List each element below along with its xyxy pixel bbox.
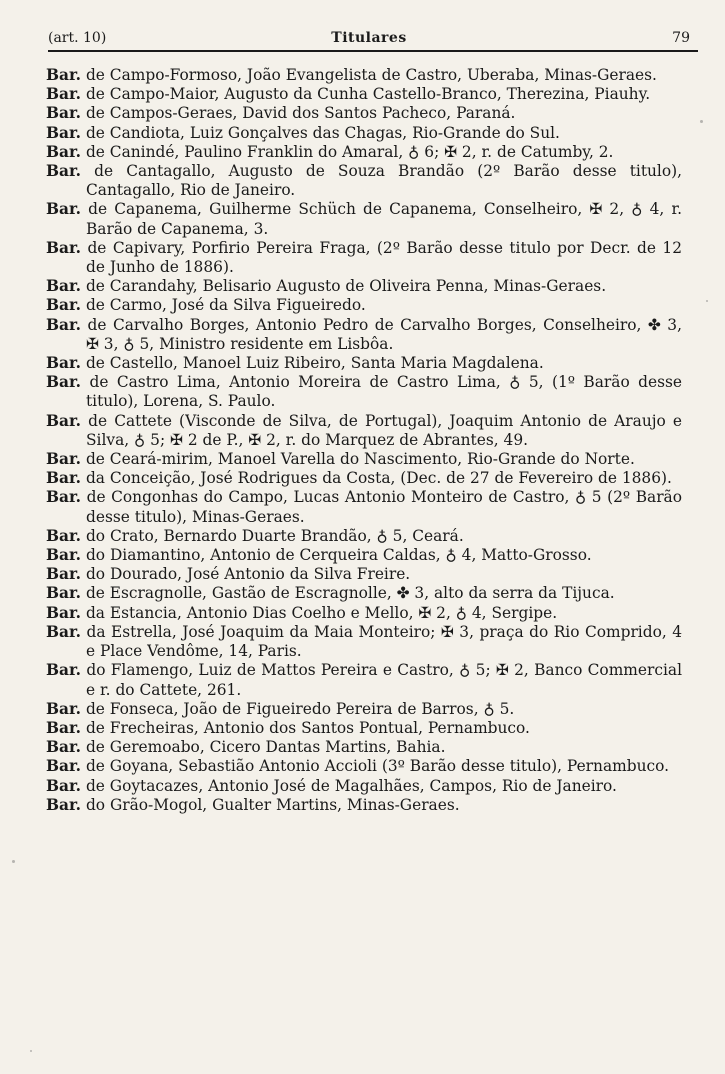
print-speck — [706, 300, 708, 302]
entry-text: de Canindé, Paulino Franklin do Amaral, ♁ 6; ✠ 2, r. de Catumby, 2. — [81, 142, 614, 161]
header-rule — [48, 50, 698, 52]
entry-text: do Crato, Bernardo Duarte Brandão, ♁ 5, Ceará. — [81, 526, 464, 545]
entry-text: de Escragnolle, Gastão de Escragnolle, ✤ 3, alto da serra da Tijuca. — [81, 584, 615, 603]
entry-text: do Dourado, José Antonio da Silva Freire. — [81, 565, 411, 584]
entry-title: Bar. — [46, 85, 82, 104]
entry-title: Bar. — [46, 296, 82, 315]
entry-text: de Capanema, Guilherme Schüch de Capanema, Conselheiro, ✠ 2, ♁ 4, r. Barão de Capanema, 3. — [81, 200, 682, 238]
entry-title: Bar. — [46, 200, 82, 219]
list-item — [46, 124, 682, 143]
page-title: Titulares — [331, 30, 407, 46]
entry-text: de Cantagallo, Augusto de Souza Brandão (2º Barão desse titulo), Cantagallo, Rio de Janeiro. — [81, 162, 682, 200]
entry-text: de Goyana, Sebastião Antonio Accioli (3º Barão desse titulo), Pernambuco. — [81, 757, 669, 776]
entry-text: de Castro Lima, Antonio Moreira de Castro Lima, ♁ 5, (1º Barão desse titulo), Lorena, S. Paulo. — [81, 373, 682, 411]
list-item — [46, 796, 682, 815]
entry-text: de Fonseca, João de Figueiredo Pereira de Barros, ♁ 5. — [81, 699, 515, 718]
list-item — [46, 623, 682, 661]
entry-title: Bar. — [46, 373, 82, 392]
list-item — [46, 757, 682, 776]
list-item — [46, 277, 682, 296]
list-item — [46, 661, 682, 699]
entry-text: de Carvalho Borges, Antonio Pedro de Carvalho Borges, Conselheiro, ✤ 3, ✠ 3, ♁ 5, Ministro residente em Lisbôa. — [81, 315, 682, 353]
entry-title: Bar. — [46, 584, 82, 603]
list-item — [46, 777, 682, 796]
entry-title: Bar. — [46, 603, 82, 622]
running-header — [48, 28, 690, 48]
list-item — [46, 85, 682, 104]
entry-title: Bar. — [46, 718, 82, 737]
entry-title: Bar. — [46, 488, 82, 507]
print-speck — [30, 1050, 32, 1052]
list-item — [46, 469, 682, 488]
entry-text: de Campos-Geraes, David dos Santos Pacheco, Paraná. — [81, 104, 516, 123]
list-item — [46, 546, 682, 565]
entry-title: Bar. — [46, 238, 82, 257]
entry-title: Bar. — [46, 450, 82, 469]
entry-title: Bar. — [46, 277, 82, 296]
entry-text: de Geremoabo, Cicero Dantas Martins, Bahia. — [81, 738, 446, 757]
entry-title: Bar. — [46, 354, 82, 373]
list-item — [46, 719, 682, 738]
list-item — [46, 104, 682, 123]
list-item — [46, 584, 682, 603]
list-item — [46, 143, 682, 162]
entry-title: Bar. — [46, 526, 82, 545]
entry-title: Bar. — [46, 142, 82, 161]
entry-text: de Ceará-mirim, Manoel Varella do Nascimento, Rio-Grande do Norte. — [81, 450, 635, 469]
list-item — [46, 488, 682, 526]
entry-text: de Carandahy, Belisario Augusto de Oliveira Penna, Minas-Geraes. — [81, 277, 607, 296]
entry-text: do Grão-Mogol, Gualter Martins, Minas-Geraes. — [81, 795, 460, 814]
entry-text: de Castello, Manoel Luiz Ribeiro, Santa Maria Magdalena. — [81, 354, 544, 373]
page-number: 79 — [672, 30, 690, 46]
entry-text: da Conceição, José Rodrigues da Costa, (Dec. de 27 de Fevereiro de 1886). — [81, 469, 672, 488]
entry-title: Bar. — [46, 776, 82, 795]
entry-text: de Capivary, Porfirio Pereira Fraga, (2º Barão desse titulo por Decr. de 12 de Junho de 1886). — [81, 238, 682, 277]
entry-text: de Cattete (Visconde de Silva, de Portugal), Joaquim Antonio de Araujo e Silva, ♁ 5; ✠ 2 de P., ✠ 2, r. do Marquez de Abrantes, 49. — [81, 411, 682, 449]
print-speck — [12, 860, 15, 863]
entry-title: Bar. — [46, 622, 82, 641]
entry-text: do Flamengo, Luiz de Mattos Pereira e Castro, ♁ 5; ✠ 2, Banco Commercial e r. do Cattete, 261. — [81, 661, 682, 699]
list-item — [46, 162, 682, 200]
list-item — [46, 527, 682, 546]
entry-title: Bar. — [46, 315, 82, 334]
entry-title: Bar. — [46, 469, 82, 488]
list-item — [46, 412, 682, 450]
article-reference: (art. 10) — [48, 30, 107, 46]
entry-text: da Estrella, José Joaquim da Maia Monteiro; ✠ 3, praça do Rio Comprido, 4 e Place Vendôme, 14, Paris. — [81, 622, 682, 661]
entry-text: de Goytacazes, Antonio José de Magalhães, Campos, Rio de Janeiro. — [81, 776, 617, 795]
entry-title: Bar. — [46, 411, 82, 430]
entry-text: de Campo-Maior, Augusto da Cunha Castello-Branco, Therezina, Piauhy. — [81, 85, 651, 104]
entry-text: de Frecheiras, Antonio dos Santos Pontual, Pernambuco. — [81, 718, 530, 737]
list-item — [46, 700, 682, 719]
list-item — [46, 565, 682, 584]
entry-title: Bar. — [46, 546, 82, 565]
entry-title: Bar. — [46, 565, 82, 584]
entry-title: Bar. — [46, 123, 82, 142]
list-item — [46, 316, 682, 354]
list-item — [46, 450, 682, 469]
entry-title: Bar. — [46, 795, 82, 814]
list-item — [46, 738, 682, 757]
entry-text: do Diamantino, Antonio de Cerqueira Caldas, ♁ 4, Matto-Grosso. — [81, 546, 592, 565]
entry-title: Bar. — [46, 66, 82, 84]
entry-text: de Campo-Formoso, João Evangelista de Castro, Uberaba, Minas-Geraes. — [81, 66, 657, 84]
entry-text: de Candiota, Luiz Gonçalves das Chagas, Rio-Grande do Sul. — [81, 123, 560, 142]
entry-list — [46, 66, 682, 815]
entry-title: Bar. — [46, 738, 82, 757]
entry-title: Bar. — [46, 104, 82, 123]
entry-text: de Carmo, José da Silva Figueiredo. — [81, 296, 366, 315]
print-speck — [700, 120, 703, 123]
list-item — [46, 354, 682, 373]
list-item — [46, 239, 682, 277]
entry-text: da Estancia, Antonio Dias Coelho e Mello, ✠ 2, ♁ 4, Sergipe. — [81, 603, 558, 622]
list-item — [46, 66, 682, 85]
entry-text: de Congonhas do Campo, Lucas Antonio Monteiro de Castro, ♁ 5 (2º Barão desse titulo), Minas-Geraes. — [81, 488, 682, 526]
entry-title: Bar. — [46, 162, 82, 181]
list-item — [46, 200, 682, 238]
list-item — [46, 604, 682, 623]
entry-title: Bar. — [46, 699, 82, 718]
entry-title: Bar. — [46, 661, 82, 680]
list-item — [46, 373, 682, 411]
entry-title: Bar. — [46, 757, 82, 776]
list-item — [46, 296, 682, 315]
